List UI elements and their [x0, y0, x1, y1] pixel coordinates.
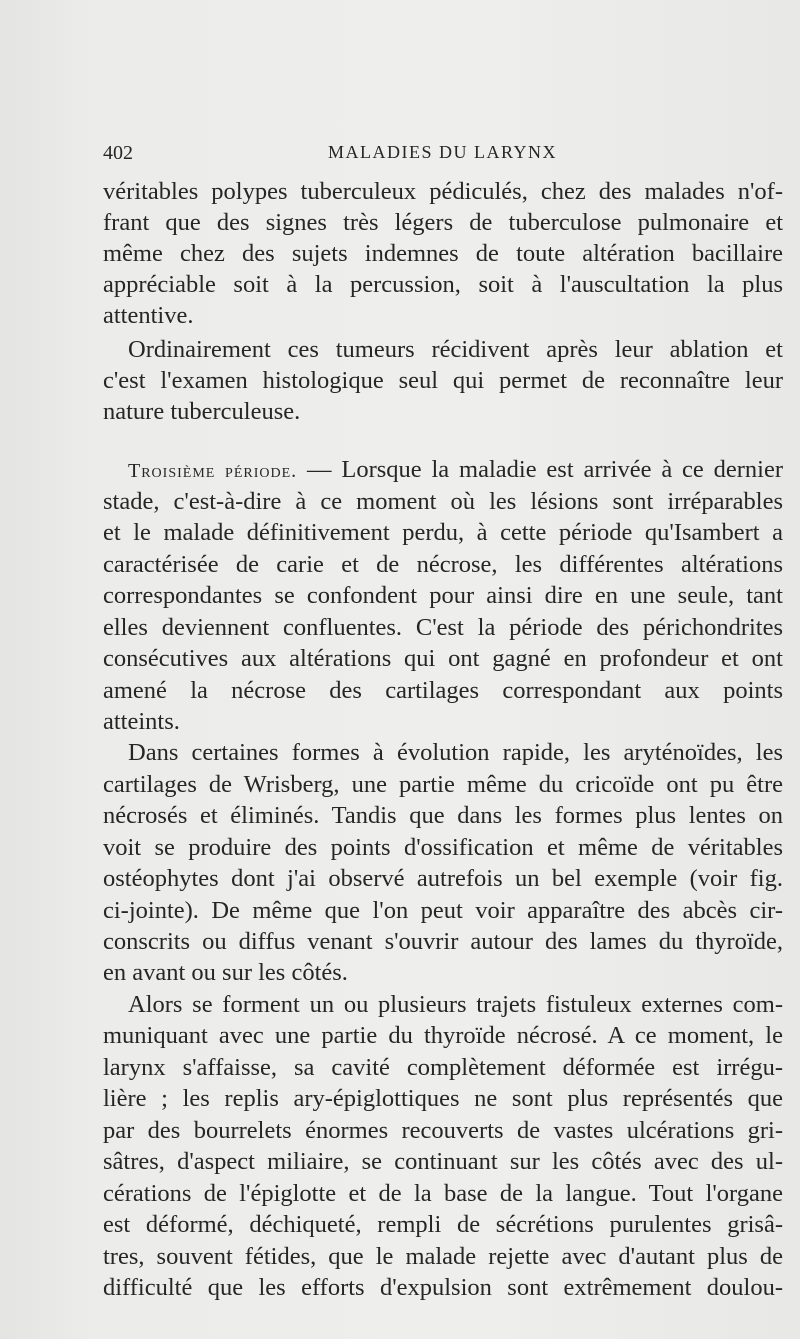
- section-first-line: [128, 455, 783, 486]
- text-line: Alors se forment un ou plusieurs trajets fistuleux externes com-: [128, 991, 783, 1018]
- text-line: sâtres, d'aspect miliaire, se continuant sur les côtés avec des ul-: [103, 1148, 783, 1175]
- text-line: difficulté que les efforts d'expulsion sont extrêmement doulou-: [103, 1274, 783, 1301]
- text-line: muniquant avec une partie du thyroïde nécrosé. A ce moment, le: [103, 1022, 783, 1049]
- text-line: c'est l'examen histologique seul qui permet de reconnaître leur: [103, 367, 783, 394]
- text-line: stade, c'est-à-dire à ce moment où les lésions sont irréparables: [103, 488, 783, 515]
- text-line: cartilages de Wrisberg, une partie même du cricoïde ont pu être: [103, 771, 783, 798]
- text-line: même chez des sujets indemnes de toute altération bacillaire: [103, 240, 783, 267]
- text-line: consécutives aux altérations qui ont gagné en profondeur et ont: [103, 645, 783, 672]
- running-title: MALADIES DU LARYNX: [328, 142, 557, 162]
- text-line: correspondantes se confondent pour ainsi dire en une seule, tant: [103, 582, 783, 609]
- section-heading: Troisième période.: [128, 460, 298, 482]
- text-line: en avant ou sur les côtés.: [103, 959, 348, 986]
- page-header: [103, 136, 558, 166]
- text-line: elles deviennent confluentes. C'est la période des périchondrites: [103, 614, 783, 641]
- page-number: 402: [103, 142, 133, 164]
- text-line: frant que des signes très légers de tuberculose pulmonaire et: [103, 209, 783, 236]
- text-line: véritables polypes tuberculeux pédiculés, chez des malades n'of-: [103, 178, 783, 205]
- text-line: larynx s'affaisse, sa cavité complètement déformée est irrégu-: [103, 1054, 783, 1081]
- text-line: nature tuberculeuse.: [103, 398, 301, 425]
- text-line: atteints.: [103, 708, 180, 735]
- text-line: Dans certaines formes à évolution rapide, les aryténoïdes, les: [128, 739, 783, 766]
- section-first-line-text: — Lorsque la maladie est arrivée à ce dernier: [297, 456, 784, 483]
- text-line: ci-jointe). De même que l'on peut voir apparaître des abcès cir-: [103, 897, 783, 924]
- text-line: par des bourrelets énormes recouverts de vastes ulcérations gri-: [103, 1117, 783, 1144]
- text-line: attentive.: [103, 302, 194, 329]
- text-line: cérations de l'épiglotte et de la base de la langue. Tout l'organe: [103, 1180, 783, 1207]
- text-line: caractérisée de carie et de nécrose, les différentes altérations: [103, 551, 783, 578]
- text-line: tres, souvent fétides, que le malade rejette avec d'autant plus de: [103, 1243, 783, 1270]
- text-line: ostéophytes dont j'ai observé autrefois un bel exemple (voir fig.: [103, 865, 783, 892]
- text-line: Ordinairement ces tumeurs récidivent après leur ablation et: [128, 336, 783, 363]
- text-line: et le malade définitivement perdu, à cette période qu'Isambert a: [103, 519, 783, 546]
- text-line: amené la nécrose des cartilages correspondant aux points: [103, 677, 783, 704]
- text-line: nécrosés et éliminés. Tandis que dans les formes plus lentes on: [103, 802, 783, 829]
- text-line: lière ; les replis ary-épiglottiques ne sont plus représentés que: [103, 1085, 783, 1112]
- text-line: appréciable soit à la percussion, soit à l'auscultation la plus: [103, 271, 783, 298]
- text-line: voit se produire des points d'ossification et même de véritables: [103, 834, 783, 861]
- text-line: conscrits ou diffus venant s'ouvrir autour des lames du thyroïde,: [103, 928, 783, 955]
- text-line: est déformé, déchiqueté, rempli de sécrétions purulentes grisâ-: [103, 1211, 783, 1238]
